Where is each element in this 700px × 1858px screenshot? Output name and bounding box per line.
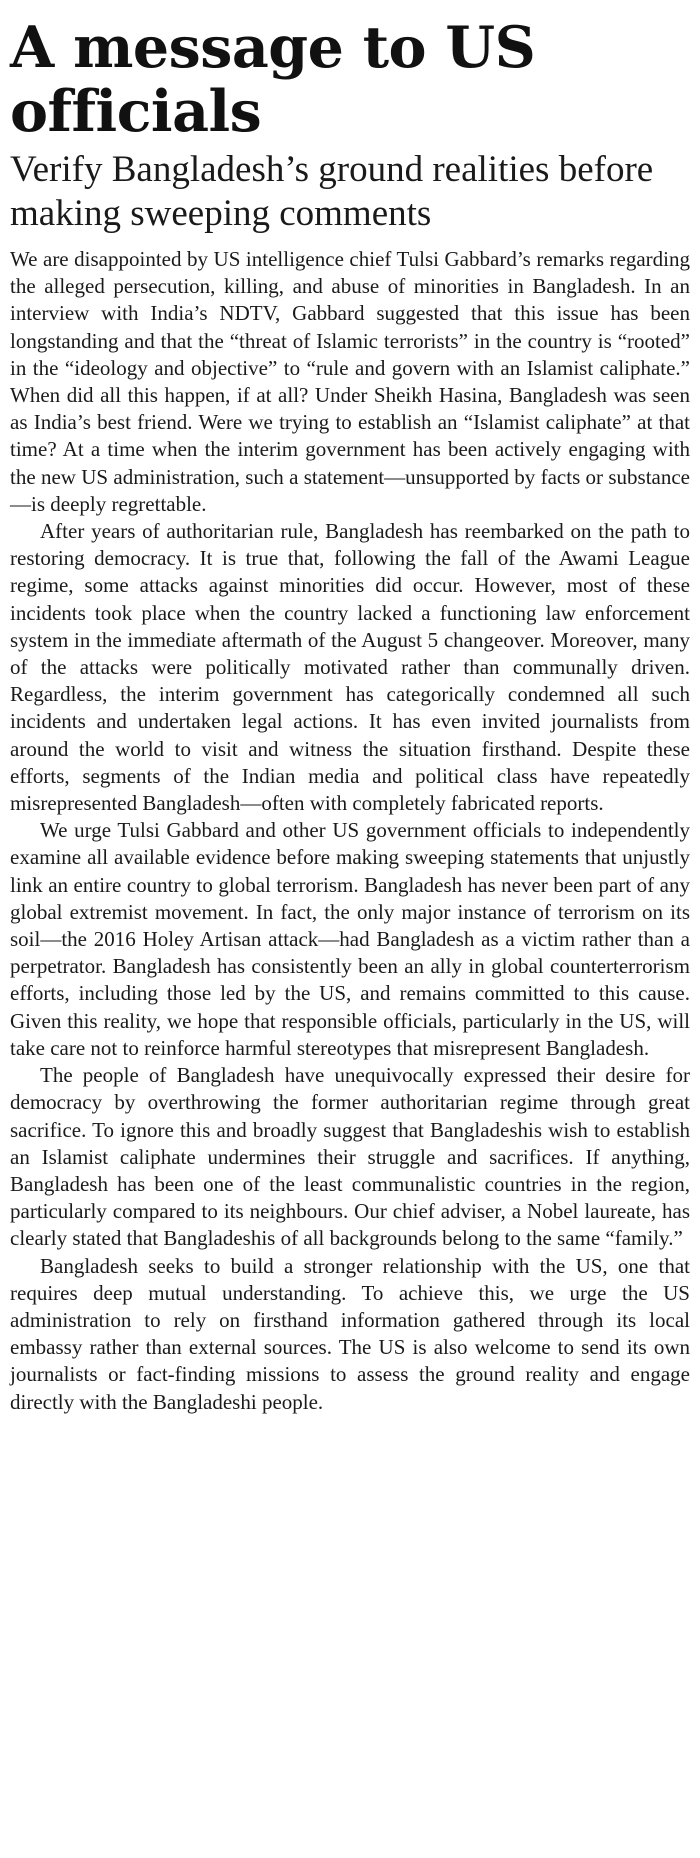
paragraph-2: After years of authoritarian rule, Bangladesh has reembarked on the path to restoring democracy. It is true that, following the fall of the Awami League regime, some attacks against minorities did occur. However, most of these incidents took place when the country lacked a functioning law enforcement system in the immediate aftermath of the August 5 changeover. Moreover, many of the attacks were politically motivated rather than communally driven. Regardless, the interim government has categorically condemned all such incidents and undertaken legal actions. It has even invited journalists from around the world to visit and witness the situation firsthand. Despite these efforts, segments of the Indian media and political class have repeatedly misrepresented Bangladesh—often with completely fabricated reports. [10, 519, 690, 816]
paragraph-4: The people of Bangladesh have unequivocally expressed their desire for democracy by overthrowing the former authoritarian regime through great sacrifice. To ignore this and broadly suggest that Bangladeshis wish to establish an Islamist caliphate undermines their struggle and sacrifices. If anything, Bangladesh has been one of the least communalistic countries in the region, particularly compared to its neighbours. Our chief adviser, a Nobel laureate, has clearly stated that Bangladeshis of all backgrounds belong to the same “family.” [10, 1063, 690, 1251]
subheadline: Verify Bangladesh’s ground realities before making sweeping comments [10, 149, 654, 234]
headline: A message to US officials [10, 14, 536, 145]
paragraph-3: We urge Tulsi Gabbard and other US government officials to independently examine all available evidence before making sweeping statements that unjustly link an entire country to global terrorism. Bangladesh has never been part of any global extremist movement. In fact, the only major instance of terrorism on its soil—the 2016 Holey Artisan attack—had Bangladesh as a victim rather than a perpetrator. Bangladesh has consistently been an ally in global counterterrorism efforts, including those led by the US, and remains committed to this cause. Given this reality, we hope that responsible officials, particularly in the US, will take care not to reinforce harmful stereotypes that misrepresent Bangladesh. [10, 818, 690, 1060]
article-body [10, 246, 690, 1416]
paragraph-1: We are disappointed by US intelligence chief Tulsi Gabbard’s remarks regarding the alleged persecution, killing, and abuse of minorities in Bangladesh. In an interview with India’s NDTV, Gabbard suggested that this issue has been longstanding and that the “threat of Islamic terrorists” in the country is “rooted” in the “ideology and objective” to “rule and govern with an Islamist caliphate.” When did all this happen, if at all? Under Sheikh Hasina, Bangladesh was seen as India’s best friend. Were we trying to establish an “Islamist caliphate” at that time? At a time when the interim government has been actively engaging with the new US administration, such a statement—unsupported by facts or substance—is deeply regrettable. [10, 247, 690, 516]
paragraph-5: Bangladesh seeks to build a stronger relationship with the US, one that requires deep mutual understanding. To achieve this, we urge the US administration to rely on firsthand information gathered through its local embassy rather than external sources. The US is also welcome to send its own journalists or fact-finding missions to assess the ground reality and engage directly with the Bangladeshi people. [10, 1253, 690, 1414]
